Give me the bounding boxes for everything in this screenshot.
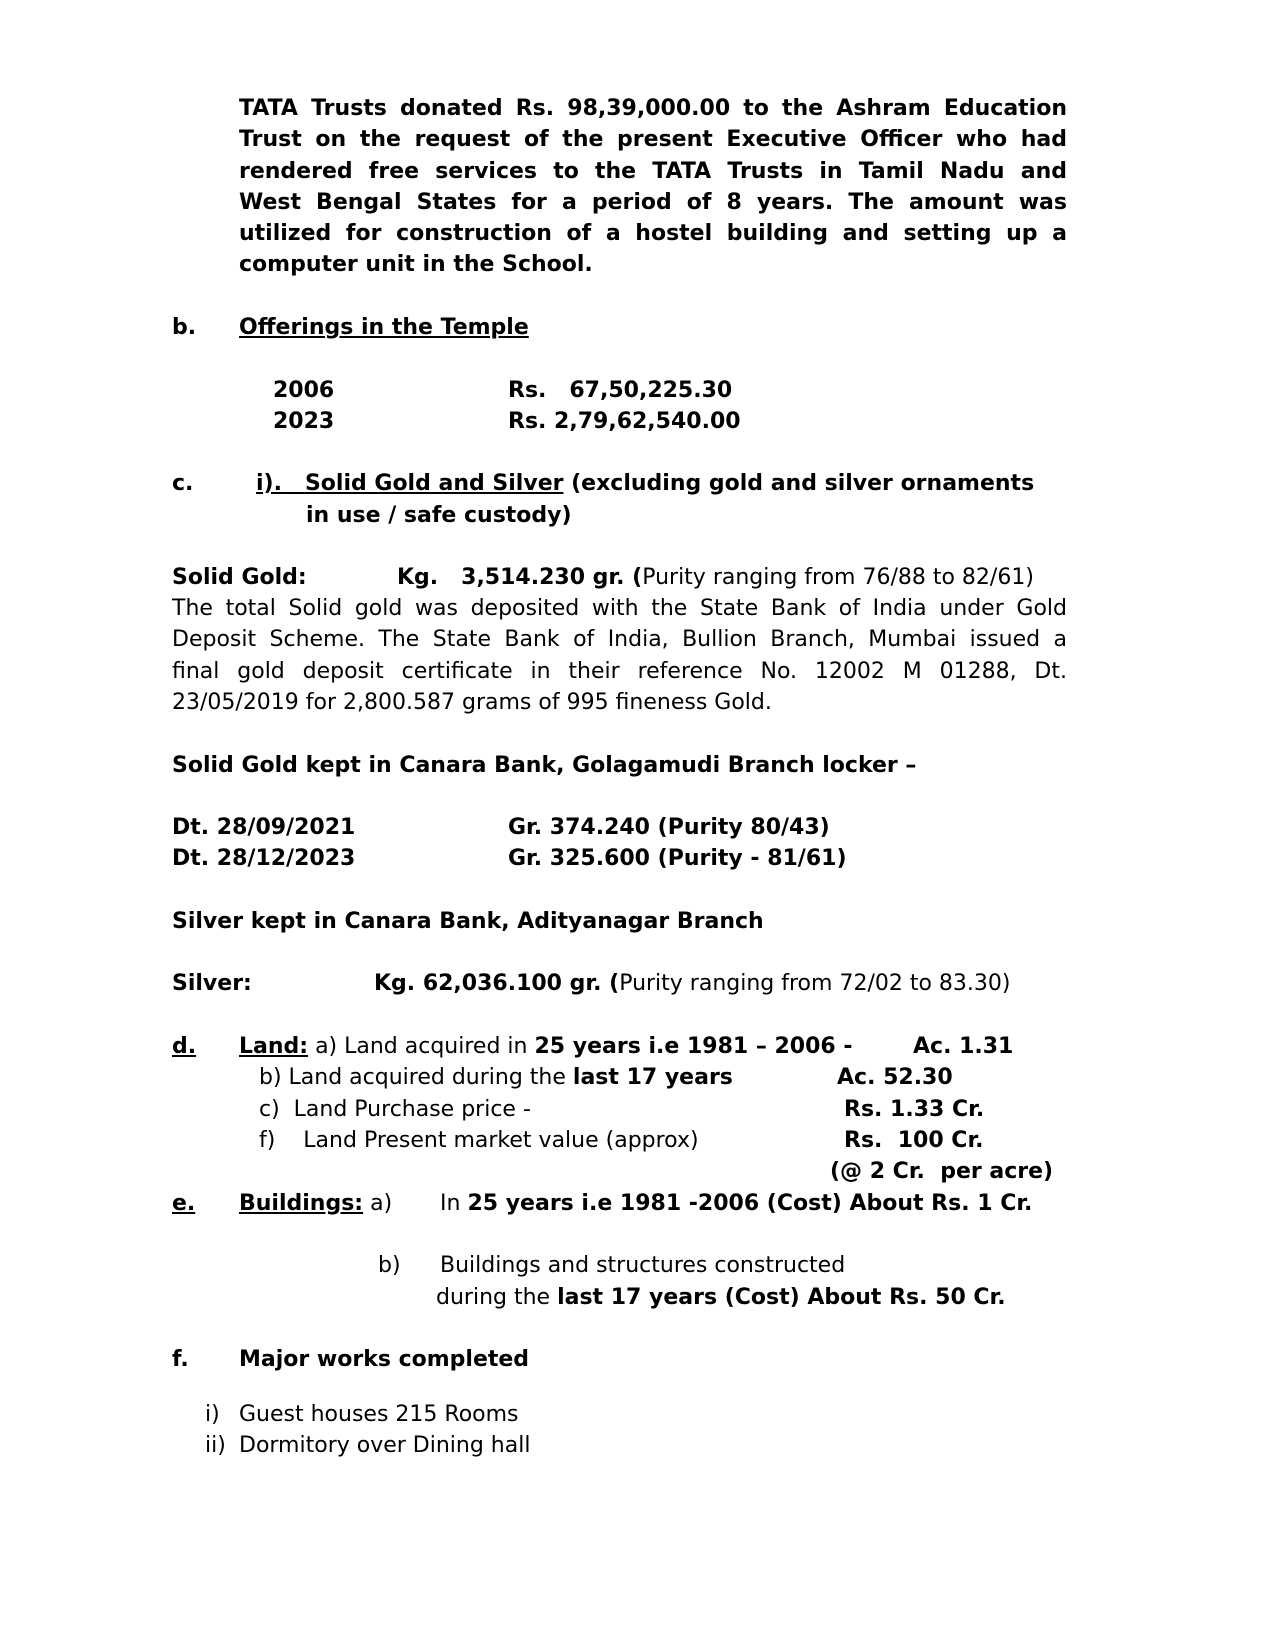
land-item-a: Land: a) Land acquired in 25 years i.e 1981 – 2006 -: [239, 1034, 853, 1059]
land-item-b: b) Land acquired during the last 17 years: [259, 1065, 733, 1090]
gold-deposit-line: final gold deposit certificate in their reference No. 12002 M 01288, Dt.: [172, 658, 1067, 684]
section-b-marker: b.: [172, 315, 197, 340]
land-rate-note: (@ 2 Cr. per acre): [830, 1159, 1054, 1184]
intro-paragraph: [239, 93, 1067, 281]
works-item-marker: ii): [205, 1433, 226, 1458]
gold-deposit-paragraph: [172, 593, 1067, 718]
land-value: Ac. 52.30: [837, 1065, 953, 1090]
land-value: Rs. 1.33 Cr.: [844, 1097, 985, 1122]
offerings-year: 2023: [273, 409, 335, 434]
section-b-title: Offerings in the Temple: [239, 315, 529, 340]
section-c-note: (excluding gold and silver ornaments: [563, 471, 1035, 496]
land-item-f: f) Land Present market value (approx): [259, 1128, 699, 1153]
intro-line: Trust on the request of the present Executive Officer who had: [239, 127, 1067, 153]
silver-heading: Silver kept in Canara Bank, Adityanagar Branch: [172, 909, 764, 934]
offerings-amount: Rs. 67,50,225.30: [508, 378, 733, 403]
section-d-title: Land:: [239, 1034, 309, 1059]
solid-gold-label: Solid Gold:: [172, 565, 307, 590]
section-e-marker: e.: [172, 1191, 196, 1216]
silver-purity: Purity ranging from 72/02 to 83.30): [619, 971, 1011, 996]
intro-line: West Bengal States for a period of 8 years. The amount was: [239, 189, 1067, 215]
silver-value: Kg. 62,036.100 gr. (: [374, 971, 620, 996]
offerings-year: 2006: [273, 378, 335, 403]
land-value: Rs. 100 Cr.: [844, 1128, 984, 1153]
intro-line: utilized for construction of a hostel building and setting up a: [239, 221, 1067, 247]
silver-line: [374, 968, 1010, 999]
land-value: Ac. 1.31: [913, 1034, 1014, 1059]
solid-gold-value: Kg. 3,514.230 gr. (: [397, 565, 643, 590]
intro-line: rendered free services to the TATA Trusts in Tamil Nadu and: [239, 158, 1067, 184]
gold-deposit-line: The total Solid gold was deposited with the State Bank of India under Gold: [172, 596, 1067, 621]
canara-gold-date: Dt. 28/12/2023: [172, 846, 356, 871]
section-e-title: Buildings:: [239, 1191, 364, 1216]
canara-gold-heading: Solid Gold kept in Canara Bank, Golagamudi Branch locker –: [172, 753, 917, 778]
section-c-marker: c.: [172, 471, 194, 496]
section-c-heading: [256, 468, 1034, 499]
gold-deposit-line: 23/05/2019 for 2,800.587 grams of 995 fineness Gold.: [172, 689, 772, 715]
canara-gold-detail: Gr. 374.240 (Purity 80/43): [508, 815, 830, 840]
section-c-note-line2: in use / safe custody): [306, 503, 572, 528]
intro-line: TATA Trusts donated Rs. 98,39,000.00 to the Ashram Education: [239, 96, 1067, 121]
buildings-b-marker: b): [378, 1253, 401, 1278]
section-d-marker: d.: [172, 1034, 197, 1059]
section-f-title: Major works completed: [239, 1347, 530, 1372]
land-item-c: c) Land Purchase price -: [259, 1097, 531, 1122]
offerings-amount: Rs. 2,79,62,540.00: [508, 409, 741, 434]
gold-deposit-line: Deposit Scheme. The State Bank of India, Bullion Branch, Mumbai issued a: [172, 627, 1067, 653]
intro-line: computer unit in the School.: [239, 252, 593, 278]
buildings-item-b-line2: during the last 17 years (Cost) About Rs. 50 Cr.: [436, 1285, 1006, 1310]
solid-gold-purity: Purity ranging from 76/88 to 82/61): [642, 565, 1034, 590]
buildings-heading: Buildings: a): [239, 1191, 393, 1216]
section-f-marker: f.: [172, 1347, 189, 1372]
canara-gold-date: Dt. 28/09/2021: [172, 815, 356, 840]
section-c-title: Solid Gold and Silver: [304, 471, 564, 496]
silver-label: Silver:: [172, 971, 252, 996]
solid-gold-line: [397, 562, 1034, 593]
canara-gold-detail: Gr. 325.600 (Purity - 81/61): [508, 846, 847, 871]
works-item: Guest houses 215 Rooms: [239, 1402, 519, 1427]
works-item-marker: i): [205, 1402, 220, 1427]
works-item: Dormitory over Dining hall: [239, 1433, 531, 1458]
buildings-item-a: In 25 years i.e 1981 -2006 (Cost) About Rs. 1 Cr.: [440, 1191, 1033, 1216]
buildings-item-b-line1: Buildings and structures constructed: [440, 1253, 846, 1278]
section-c-sub-marker: i).: [256, 471, 282, 496]
